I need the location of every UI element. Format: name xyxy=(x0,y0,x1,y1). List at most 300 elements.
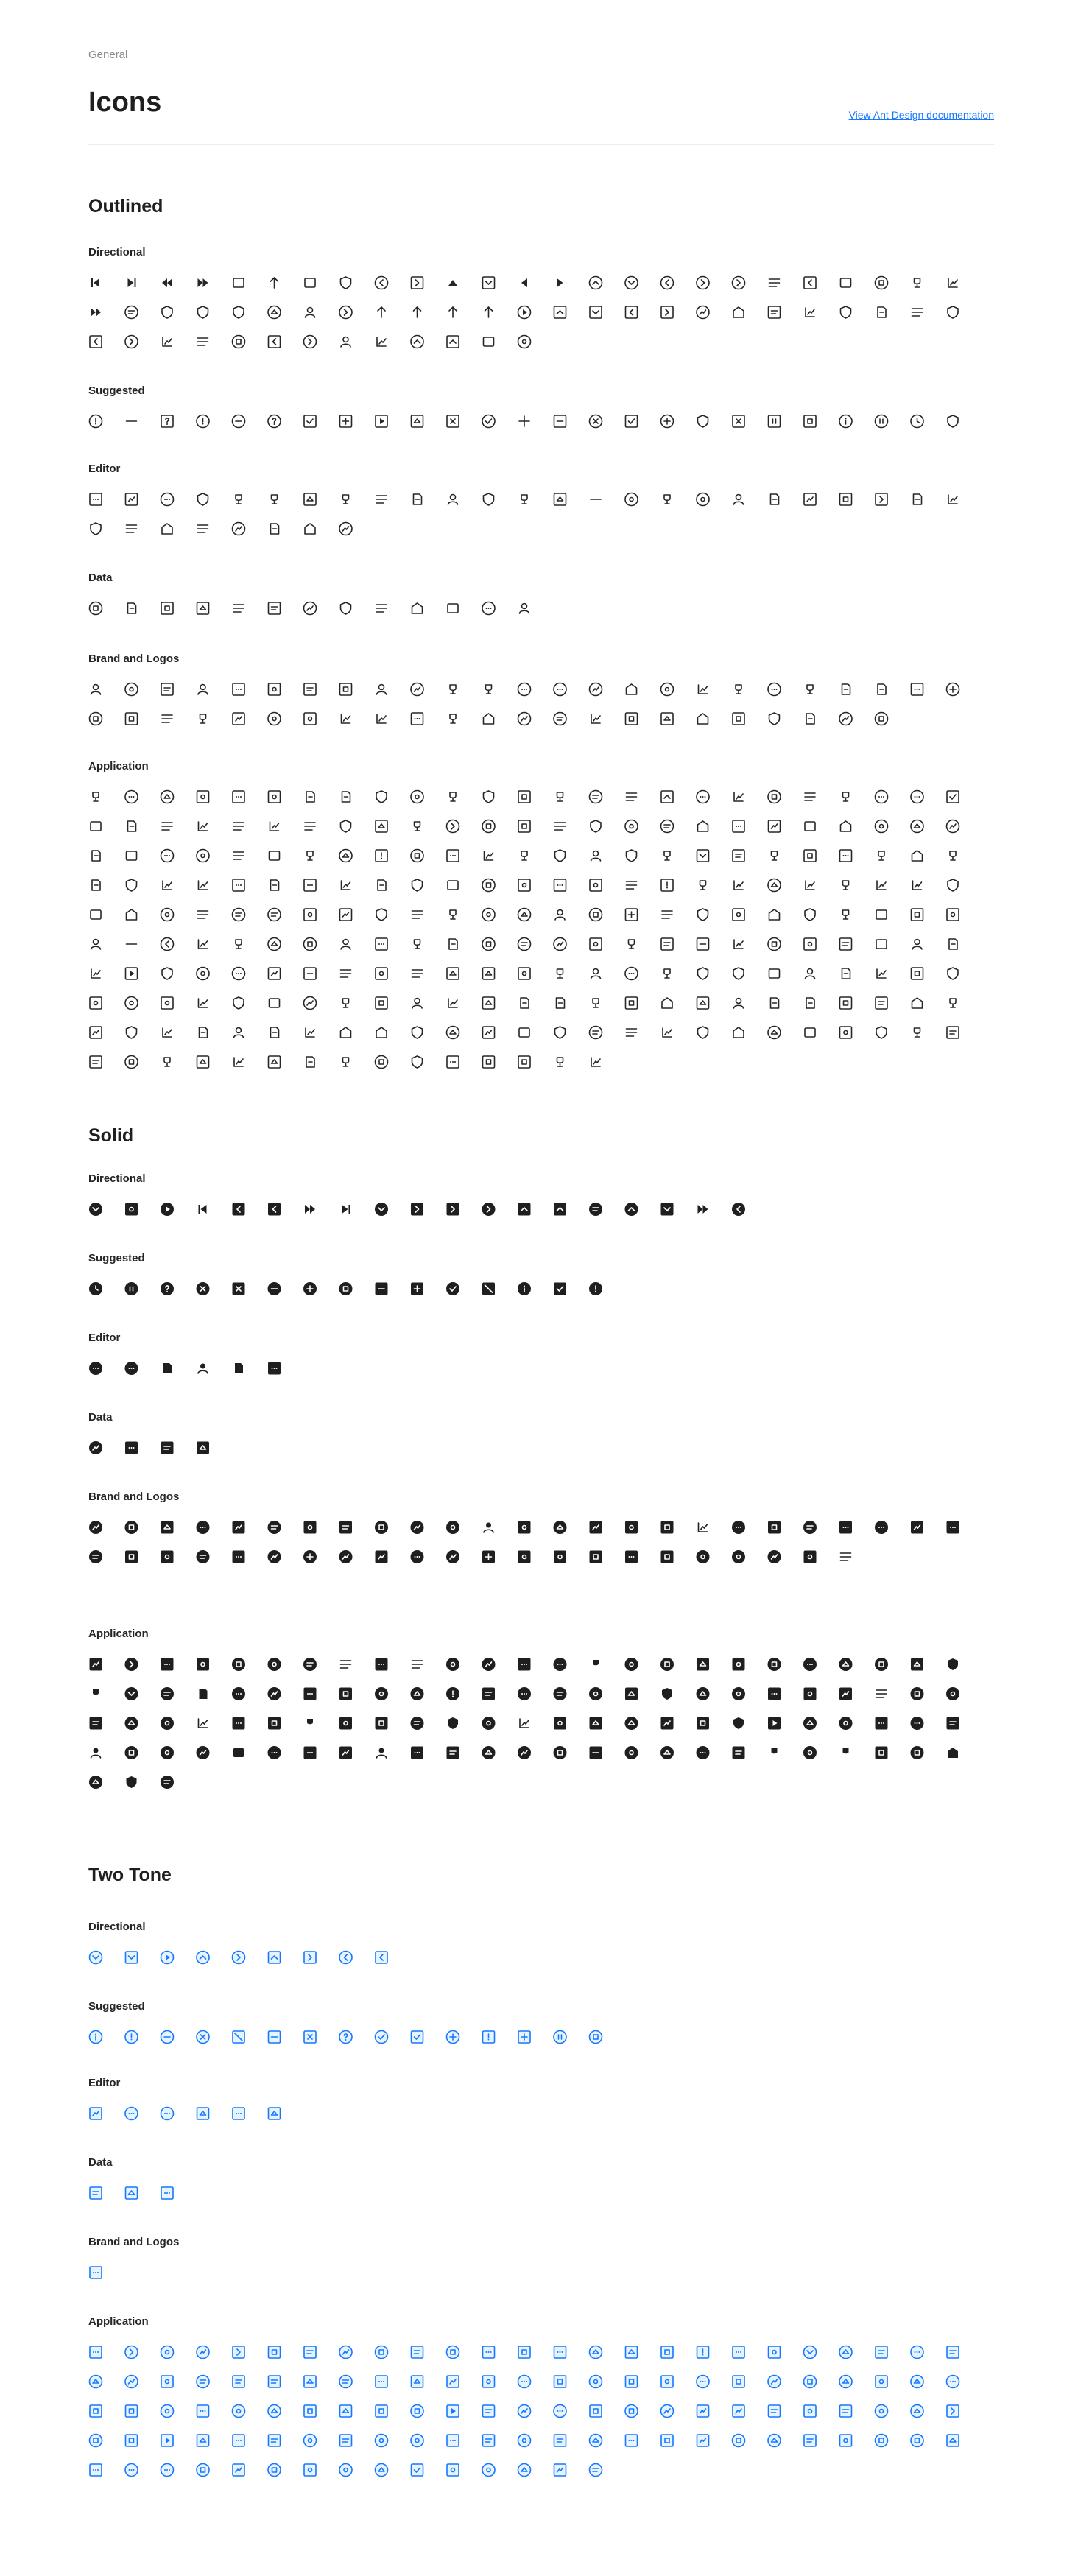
gateway-icon[interactable] xyxy=(871,875,892,895)
printer-icon[interactable] xyxy=(550,2401,571,2421)
codepen-box-icon[interactable] xyxy=(728,708,749,729)
format-painter-icon[interactable] xyxy=(585,1713,606,1734)
stop-icon[interactable] xyxy=(479,1278,499,1299)
file-zip-icon[interactable] xyxy=(585,1683,606,1704)
plus-square-icon[interactable] xyxy=(336,411,356,432)
comment-icon[interactable] xyxy=(550,816,571,837)
github-icon[interactable] xyxy=(585,679,606,700)
interaction-icon[interactable] xyxy=(764,904,785,925)
crown-icon[interactable] xyxy=(836,1654,856,1675)
trademark-icon[interactable] xyxy=(871,993,892,1013)
file-add-icon[interactable] xyxy=(514,2342,535,2362)
fund-projection-icon[interactable] xyxy=(550,904,571,925)
heat-icon[interactable] xyxy=(514,1052,535,1072)
experiment-icon[interactable] xyxy=(336,845,356,866)
pushpin-icon[interactable] xyxy=(264,2401,285,2421)
file-text-alt-icon[interactable] xyxy=(514,2371,535,2392)
branches-icon[interactable] xyxy=(121,786,142,807)
file-pdf-icon[interactable] xyxy=(728,845,749,866)
diff-icon[interactable] xyxy=(907,489,928,510)
gift-icon[interactable] xyxy=(264,1713,285,1734)
laptop-icon[interactable] xyxy=(800,904,820,925)
contacts-icon[interactable] xyxy=(907,816,928,837)
compass-icon[interactable] xyxy=(157,1654,177,1675)
check-square-icon[interactable] xyxy=(407,2027,428,2047)
file-unknown-icon[interactable] xyxy=(443,875,463,895)
fullscreen-icon[interactable] xyxy=(479,331,499,352)
audio-icon[interactable] xyxy=(514,786,535,807)
file-copy-icon[interactable] xyxy=(836,875,856,895)
line-height-icon[interactable] xyxy=(836,489,856,510)
hdd-icon[interactable] xyxy=(443,904,463,925)
fast-backward-icon[interactable] xyxy=(121,1199,142,1220)
exclamation-circle-icon[interactable] xyxy=(193,411,214,432)
dot-chart-icon[interactable] xyxy=(479,598,499,619)
snippets-icon[interactable] xyxy=(157,2103,177,2124)
bar-code-icon[interactable] xyxy=(764,1022,785,1043)
build-icon[interactable] xyxy=(121,2460,142,2480)
history-icon[interactable] xyxy=(336,1052,356,1072)
step-forward-icon[interactable] xyxy=(121,272,142,293)
calendar-icon[interactable] xyxy=(728,1654,749,1675)
unordered-list-icon[interactable] xyxy=(228,518,249,539)
cloud-sync-icon[interactable] xyxy=(300,816,320,837)
skype-icon[interactable] xyxy=(728,1546,749,1567)
chrome-icon[interactable] xyxy=(228,679,249,700)
select-icon[interactable] xyxy=(943,963,963,984)
user-add-icon[interactable] xyxy=(228,1022,249,1043)
zhihu-icon[interactable] xyxy=(121,1546,142,1567)
info-circle-icon[interactable] xyxy=(836,411,856,432)
gold-icon[interactable] xyxy=(943,1683,963,1704)
instagram-icon[interactable] xyxy=(693,708,714,729)
alert-icon[interactable] xyxy=(264,1654,285,1675)
cloud-icon[interactable] xyxy=(407,1654,428,1675)
clock-circle-icon[interactable] xyxy=(907,411,928,432)
forward-icon[interactable] xyxy=(693,1199,714,1220)
enter-icon[interactable] xyxy=(193,302,214,323)
dashboard-icon[interactable] xyxy=(443,2342,463,2362)
insurance-icon[interactable] xyxy=(157,2401,177,2421)
shake-icon[interactable] xyxy=(157,993,177,1013)
box-plot-icon[interactable] xyxy=(193,1437,214,1458)
highlight-icon[interactable] xyxy=(85,2342,106,2362)
contacts-icon[interactable] xyxy=(585,2342,606,2362)
sketch-square-icon[interactable] xyxy=(836,1517,856,1538)
down-circle-icon[interactable] xyxy=(621,272,642,293)
gift-icon[interactable] xyxy=(693,875,714,895)
behance-square-icon[interactable] xyxy=(621,1546,642,1567)
file-unknown-icon[interactable] xyxy=(407,2371,428,2392)
message-icon[interactable] xyxy=(336,934,356,954)
gold-icon[interactable] xyxy=(157,904,177,925)
field-string-icon[interactable] xyxy=(943,845,963,866)
holder-icon[interactable] xyxy=(157,1052,177,1072)
arrow-down-icon[interactable] xyxy=(407,302,428,323)
slack-icon[interactable] xyxy=(443,708,463,729)
alipay-icon[interactable] xyxy=(764,679,785,700)
check-square-icon[interactable] xyxy=(550,1278,571,1299)
printer-icon[interactable] xyxy=(300,963,320,984)
trophy-icon[interactable] xyxy=(764,1742,785,1763)
folder-icon[interactable] xyxy=(728,2371,749,2392)
filter-icon[interactable] xyxy=(300,1683,320,1704)
apartment-icon[interactable] xyxy=(764,1683,785,1704)
credit-card-icon[interactable] xyxy=(264,2342,285,2362)
idcard-icon[interactable] xyxy=(264,2371,285,2392)
border-top-icon[interactable] xyxy=(157,331,177,352)
tablet-icon[interactable] xyxy=(728,2430,749,2451)
plus-square-icon[interactable] xyxy=(514,2027,535,2047)
verified-icon[interactable] xyxy=(407,1022,428,1043)
medium-icon[interactable] xyxy=(157,679,177,700)
number-icon[interactable] xyxy=(871,934,892,954)
codepen-circle-icon[interactable] xyxy=(407,1517,428,1538)
build-icon[interactable] xyxy=(800,1654,820,1675)
rocket-icon[interactable] xyxy=(728,1713,749,1734)
property-safety-icon[interactable] xyxy=(371,963,392,984)
check-circle-icon[interactable] xyxy=(371,2027,392,2047)
right-circle-icon[interactable] xyxy=(693,272,714,293)
fire-icon[interactable] xyxy=(371,1713,392,1734)
warning-icon[interactable] xyxy=(800,411,820,432)
facebook-icon[interactable] xyxy=(336,708,356,729)
file-image-icon[interactable] xyxy=(85,1683,106,1704)
vertical-align-bottom-icon[interactable] xyxy=(943,272,963,293)
chrome-circle-icon[interactable] xyxy=(193,1546,214,1567)
to-top-icon[interactable] xyxy=(800,993,820,1013)
printer-icon[interactable] xyxy=(264,1742,285,1763)
plus-circle-icon[interactable] xyxy=(657,411,677,432)
layout-icon[interactable] xyxy=(371,2401,392,2421)
close-square-icon[interactable] xyxy=(300,2027,320,2047)
rocket-icon[interactable] xyxy=(836,2430,856,2451)
left-square-icon[interactable] xyxy=(371,1947,392,1968)
dingtalk-icon[interactable] xyxy=(264,679,285,700)
folder-view-icon[interactable] xyxy=(550,875,571,895)
sound-icon[interactable] xyxy=(479,2430,499,2451)
frown-alt-icon[interactable] xyxy=(907,1683,928,1704)
minus-pad-icon[interactable] xyxy=(693,934,714,954)
smile-icon[interactable] xyxy=(336,993,356,1013)
alipay-circle-icon[interactable] xyxy=(514,708,535,729)
setting-icon[interactable] xyxy=(121,993,142,1013)
pound-circle-icon[interactable] xyxy=(193,1742,214,1763)
gitlab-icon[interactable] xyxy=(836,679,856,700)
rollback-icon[interactable] xyxy=(157,302,177,323)
sound-icon[interactable] xyxy=(371,1742,392,1763)
file-text-icon[interactable] xyxy=(228,1683,249,1704)
carry-out-icon[interactable] xyxy=(336,2460,356,2480)
api-icon[interactable] xyxy=(371,1654,392,1675)
ellipsis-h-icon[interactable] xyxy=(871,845,892,866)
amazon-icon[interactable] xyxy=(871,708,892,729)
import-icon[interactable] xyxy=(514,904,535,925)
fast-backward-icon[interactable] xyxy=(157,272,177,293)
car-icon[interactable] xyxy=(728,786,749,807)
file-markdown-icon[interactable] xyxy=(800,2342,820,2362)
field-number-icon[interactable] xyxy=(800,845,820,866)
down-icon[interactable] xyxy=(336,272,356,293)
bell-alt-icon[interactable] xyxy=(371,2460,392,2480)
appstore-icon[interactable] xyxy=(157,2460,177,2480)
security-scan-icon[interactable] xyxy=(85,2430,106,2451)
border-outer-icon[interactable] xyxy=(943,302,963,323)
reset-icon[interactable] xyxy=(800,1022,820,1043)
heat-map-icon[interactable] xyxy=(514,598,535,619)
forward-icon[interactable] xyxy=(85,302,106,323)
cloud-icon[interactable] xyxy=(157,816,177,837)
layout-icon[interactable] xyxy=(836,904,856,925)
sliders-icon[interactable] xyxy=(336,598,356,619)
linkedin-icon[interactable] xyxy=(907,679,928,700)
file-sync-icon[interactable] xyxy=(157,875,177,895)
taobao-icon[interactable] xyxy=(621,679,642,700)
schedule-icon[interactable] xyxy=(85,1742,106,1763)
caret-right-icon[interactable] xyxy=(443,1199,463,1220)
project-icon[interactable] xyxy=(479,2401,499,2421)
lock-icon[interactable] xyxy=(764,2401,785,2421)
skype-circle-icon[interactable] xyxy=(657,1742,677,1763)
tags-icon[interactable] xyxy=(85,1772,106,1792)
calculator-icon[interactable] xyxy=(550,2342,571,2362)
file-search-icon[interactable] xyxy=(443,2371,463,2392)
stop-icon[interactable] xyxy=(228,2027,249,2047)
gift-alt-icon[interactable] xyxy=(693,904,714,925)
right-square-icon[interactable] xyxy=(300,1947,320,1968)
pound-icon[interactable] xyxy=(157,963,177,984)
mobile-icon[interactable] xyxy=(407,2401,428,2421)
fund-icon[interactable] xyxy=(371,598,392,619)
login-icon[interactable] xyxy=(693,302,714,323)
funnel-icon[interactable] xyxy=(550,2371,571,2392)
google-icon[interactable] xyxy=(157,708,177,729)
pull-icon[interactable] xyxy=(264,1052,285,1072)
car-icon[interactable] xyxy=(193,1654,214,1675)
star-icon[interactable] xyxy=(228,2430,249,2451)
linkedin-icon[interactable] xyxy=(407,1546,428,1567)
radius-bottomleft-icon[interactable] xyxy=(336,331,356,352)
search-icon[interactable] xyxy=(871,963,892,984)
key-icon[interactable] xyxy=(85,934,106,954)
send-icon[interactable] xyxy=(85,993,106,1013)
fund-icon[interactable] xyxy=(85,2183,106,2203)
weibo-icon[interactable] xyxy=(121,679,142,700)
delete-icon[interactable] xyxy=(764,489,785,510)
google-plus-icon[interactable] xyxy=(943,679,963,700)
euro-circle-icon[interactable] xyxy=(371,2430,392,2451)
tag-icon[interactable] xyxy=(943,1742,963,1763)
info-circle-icon[interactable] xyxy=(514,1278,535,1299)
bell-icon[interactable] xyxy=(836,2401,856,2421)
align-center-icon[interactable] xyxy=(550,489,571,510)
border-left-icon[interactable] xyxy=(85,331,106,352)
file-gif-icon[interactable] xyxy=(585,845,606,866)
reconciliation-icon[interactable] xyxy=(479,963,499,984)
eye-icon[interactable] xyxy=(550,1683,571,1704)
pushpin-icon[interactable] xyxy=(621,1713,642,1734)
heart-icon[interactable] xyxy=(336,1713,356,1734)
snippets-icon[interactable] xyxy=(85,1358,106,1379)
trademark-circle-icon[interactable] xyxy=(621,1742,642,1763)
border-horizontal-icon[interactable] xyxy=(871,302,892,323)
meh-icon[interactable] xyxy=(479,1713,499,1734)
setting-icon[interactable] xyxy=(157,1742,177,1763)
youtube-icon[interactable] xyxy=(407,679,428,700)
copy-icon[interactable] xyxy=(193,1358,214,1379)
dollar-icon[interactable] xyxy=(371,1683,392,1704)
eye-icon[interactable] xyxy=(193,2371,214,2392)
gift-icon[interactable] xyxy=(585,2401,606,2421)
check-square-icon[interactable] xyxy=(621,411,642,432)
translation-icon[interactable] xyxy=(85,1022,106,1043)
sisternode-icon[interactable] xyxy=(836,1022,856,1043)
one-icon[interactable] xyxy=(550,1052,571,1072)
experiment-icon[interactable] xyxy=(836,2342,856,2362)
exclamation-alt-icon[interactable] xyxy=(371,845,392,866)
menu-fold-icon[interactable] xyxy=(764,302,785,323)
skin-icon[interactable] xyxy=(693,2430,714,2451)
sort-ascending-icon[interactable] xyxy=(121,518,142,539)
appstore-add-icon[interactable] xyxy=(728,1022,749,1043)
weixin-icon[interactable] xyxy=(479,1052,499,1072)
paper-clip-icon[interactable] xyxy=(943,934,963,954)
check-box-icon[interactable] xyxy=(407,2460,428,2480)
monitor-icon[interactable] xyxy=(728,934,749,954)
question-circle-icon[interactable] xyxy=(264,411,285,432)
close-circle-icon[interactable] xyxy=(193,2027,214,2047)
picture-icon[interactable] xyxy=(121,2401,142,2421)
export-icon[interactable] xyxy=(407,845,428,866)
whats-app-icon[interactable] xyxy=(585,1022,606,1043)
build-icon[interactable] xyxy=(907,786,928,807)
up-circle-icon[interactable] xyxy=(585,272,606,293)
smile-icon[interactable] xyxy=(157,2371,177,2392)
coffee-icon[interactable] xyxy=(193,816,214,837)
ant-cloud-icon[interactable] xyxy=(800,708,820,729)
box-plot-icon[interactable] xyxy=(193,598,214,619)
two-icon[interactable] xyxy=(585,1052,606,1072)
folder-open-icon[interactable] xyxy=(693,1683,714,1704)
robot-icon[interactable] xyxy=(871,1713,892,1734)
schedule-icon[interactable] xyxy=(193,2430,214,2451)
link-icon[interactable] xyxy=(193,934,214,954)
slack-square-icon[interactable] xyxy=(621,708,642,729)
google-plus-square-icon[interactable] xyxy=(479,1546,499,1567)
minus-circle-icon[interactable] xyxy=(264,1278,285,1299)
play-circle-icon[interactable] xyxy=(514,302,535,323)
appstore-icon[interactable] xyxy=(550,1654,571,1675)
smile-alt-icon[interactable] xyxy=(907,2430,928,2451)
team-icon[interactable] xyxy=(728,993,749,1013)
dislike-icon[interactable] xyxy=(764,816,785,837)
aim-icon[interactable] xyxy=(621,1022,642,1043)
aliyun-icon[interactable] xyxy=(300,708,320,729)
message-icon[interactable] xyxy=(336,2401,356,2421)
profile-icon[interactable] xyxy=(264,963,285,984)
shopping-icon[interactable] xyxy=(228,993,249,1013)
percentage-icon[interactable] xyxy=(764,934,785,954)
dribbble-icon[interactable] xyxy=(85,708,106,729)
plus-circle-icon[interactable] xyxy=(443,2027,463,2047)
swap-icon[interactable] xyxy=(264,302,285,323)
expand-alt-icon[interactable] xyxy=(300,845,320,866)
save-icon[interactable] xyxy=(943,1713,963,1734)
subnode-icon[interactable] xyxy=(871,1022,892,1043)
dash-icon[interactable] xyxy=(585,489,606,510)
disconnect-icon[interactable] xyxy=(836,816,856,837)
amazon-circle-icon[interactable] xyxy=(550,708,571,729)
font-colors-icon[interactable] xyxy=(693,489,714,510)
like-icon[interactable] xyxy=(657,904,677,925)
edit-icon[interactable] xyxy=(121,2103,142,2124)
pull-request-icon[interactable] xyxy=(407,963,428,984)
folder-open-icon[interactable] xyxy=(836,2371,856,2392)
man-icon[interactable] xyxy=(371,934,392,954)
code-icon[interactable] xyxy=(336,2342,356,2362)
pic-right-icon[interactable] xyxy=(300,331,320,352)
interaction-icon[interactable] xyxy=(193,2401,214,2421)
mobile-icon[interactable] xyxy=(300,934,320,954)
copyright-bag-icon[interactable] xyxy=(943,2401,963,2421)
api-icon[interactable] xyxy=(443,786,463,807)
book-icon[interactable] xyxy=(157,786,177,807)
star-icon[interactable] xyxy=(407,1742,428,1763)
bulb-icon[interactable] xyxy=(943,2430,963,2451)
dribbble-icon[interactable] xyxy=(121,1517,142,1538)
red-envelope-icon[interactable] xyxy=(514,2430,535,2451)
medicine-box-icon[interactable] xyxy=(585,934,606,954)
dropbox-icon[interactable] xyxy=(121,708,142,729)
compass-icon[interactable] xyxy=(407,816,428,837)
eye-invisible-icon[interactable] xyxy=(300,2371,320,2392)
file-done-icon[interactable] xyxy=(85,875,106,895)
shop-icon[interactable] xyxy=(300,1742,320,1763)
twitter-icon[interactable] xyxy=(479,1517,499,1538)
twitter-square-icon[interactable] xyxy=(585,1517,606,1538)
column-width-icon[interactable] xyxy=(264,518,285,539)
mail-icon[interactable] xyxy=(121,1713,142,1734)
diff-icon[interactable] xyxy=(157,1358,177,1379)
pie-chart-icon[interactable] xyxy=(300,598,320,619)
notification-icon[interactable] xyxy=(693,2401,714,2421)
exclamation-circle-icon[interactable] xyxy=(585,1278,606,1299)
qrcode-icon[interactable] xyxy=(907,1022,928,1043)
arrow-up-icon[interactable] xyxy=(371,302,392,323)
right-circle-icon[interactable] xyxy=(479,1199,499,1220)
pushpin-icon[interactable] xyxy=(193,1052,214,1072)
ungroup-icon[interactable] xyxy=(371,1052,392,1072)
ci-circle-icon[interactable] xyxy=(585,2460,606,2480)
table-icon[interactable] xyxy=(585,993,606,1013)
undo-icon[interactable] xyxy=(228,489,249,510)
retweet-icon[interactable] xyxy=(228,302,249,323)
tags-icon[interactable] xyxy=(764,2430,785,2451)
reconciliation-icon[interactable] xyxy=(907,2401,928,2421)
play-circle-icon[interactable] xyxy=(157,1199,177,1220)
field-time-icon[interactable] xyxy=(514,845,535,866)
dashboard-icon[interactable] xyxy=(514,816,535,837)
minus-circle-icon[interactable] xyxy=(228,411,249,432)
schedule-icon[interactable] xyxy=(800,963,820,984)
dollar-circle-icon[interactable] xyxy=(193,2342,214,2362)
user-icon[interactable] xyxy=(193,1022,214,1043)
eye-invisible-icon[interactable] xyxy=(264,845,285,866)
caret-up-icon[interactable] xyxy=(550,1199,571,1220)
usergroup-delete-icon[interactable] xyxy=(371,1022,392,1043)
file-word-icon[interactable] xyxy=(621,875,642,895)
project-icon[interactable] xyxy=(336,963,356,984)
